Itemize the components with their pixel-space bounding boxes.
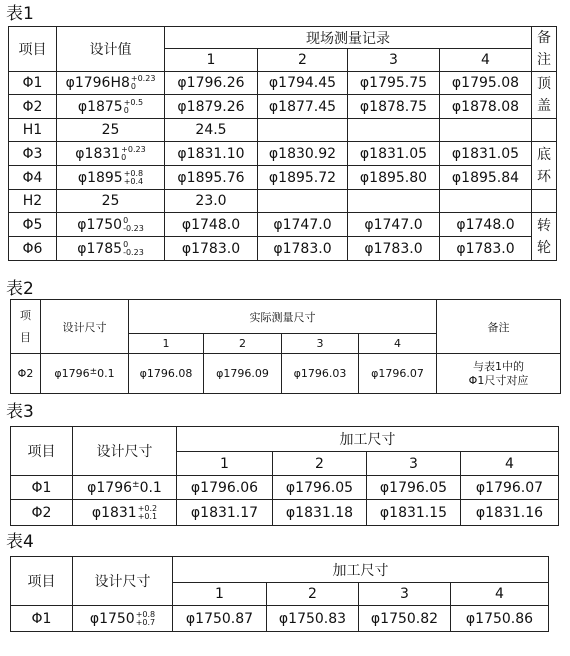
table3-cell-value: φ1831.18 — [273, 500, 367, 526]
table4-cell-value: φ1750.83 — [267, 606, 359, 632]
table4-col-3: 3 — [359, 583, 451, 606]
table2-col-3: 3 — [282, 334, 359, 354]
table1-note-empty — [532, 119, 557, 142]
table3 — [10, 426, 559, 526]
table1-cell-value: φ1747.0 — [348, 213, 440, 237]
table1-cell-value: φ1748.0 — [440, 213, 532, 237]
table3-row — [11, 476, 559, 500]
table1-cell-value: φ1877.45 — [258, 95, 348, 119]
table1-cell-design: 25 — [57, 190, 165, 213]
table1-cell-value: φ1878.75 — [348, 95, 440, 119]
table3-cell-item: Φ2 — [11, 500, 73, 526]
table3-cell-design: φ1796±0.1 — [73, 476, 177, 500]
table3-cell-value: φ1831.16 — [461, 500, 559, 526]
table2-cell-item: Φ2 — [11, 354, 41, 394]
table4-cell-value: φ1750.82 — [359, 606, 451, 632]
table1-cell-value: φ1830.92 — [258, 142, 348, 166]
table1-cell-value: φ1895.72 — [258, 166, 348, 190]
table1-cell-value: φ1895.76 — [165, 166, 258, 190]
table1-cell-value: φ1783.0 — [440, 237, 532, 261]
table3-caption: 表3 — [6, 402, 34, 422]
table1-cell-value: φ1783.0 — [165, 237, 258, 261]
table1-cell-value — [258, 190, 348, 213]
table3-col-3: 3 — [367, 452, 461, 476]
table4-header-measure: 加工尺寸 — [173, 557, 549, 583]
table3-header-item: 项目 — [11, 427, 73, 476]
table1-col-4: 4 — [440, 49, 532, 72]
table3-cell-value: φ1831.17 — [177, 500, 273, 526]
table1-cell-value: φ1795.08 — [440, 72, 532, 95]
table4 — [10, 556, 549, 632]
table1-cell-value: φ1831.05 — [440, 142, 532, 166]
table2-header-design: 设计尺寸 — [41, 300, 129, 354]
table1-note-top-cover: 顶 盖 — [532, 72, 557, 119]
table4-col-2: 2 — [267, 583, 359, 606]
table1-cell-value: φ1795.75 — [348, 72, 440, 95]
table4-caption: 表4 — [6, 532, 34, 552]
table1-col-1: 1 — [165, 49, 258, 72]
table2-cell-design: φ1796±0.1 — [41, 354, 129, 394]
table1-cell-design: φ1831 +0.23 0 — [57, 142, 165, 166]
table2-header-measure: 实际测量尺寸 — [129, 300, 437, 334]
table3-cell-value: φ1796.06 — [177, 476, 273, 500]
table1-header-design: 设计值 — [57, 27, 165, 72]
table1-row — [9, 95, 557, 119]
table1-cell-design: φ1785 0 -0.23 — [57, 237, 165, 261]
table1-cell-value: φ1879.26 — [165, 95, 258, 119]
table1-cell-item: Φ3 — [9, 142, 57, 166]
table1-cell-value: φ1878.08 — [440, 95, 532, 119]
table3-cell-value: φ1796.05 — [367, 476, 461, 500]
table1-row — [9, 166, 557, 190]
table3-cell-item: Φ1 — [11, 476, 73, 500]
table3-header-measure: 加工尺寸 — [177, 427, 559, 452]
table1-cell-value: φ1831.10 — [165, 142, 258, 166]
table3-header-design: 设计尺寸 — [73, 427, 177, 476]
table1-cell-value — [348, 190, 440, 213]
table2-cell-value: φ1796.09 — [204, 354, 282, 394]
table4-cell-design: φ1750 +0.8 +0.7 — [73, 606, 173, 632]
table2 — [10, 299, 561, 394]
table4-header-design: 设计尺寸 — [73, 557, 173, 606]
table1-note-bottom-ring: 底 环 — [532, 142, 557, 190]
table2-cell-value: φ1796.03 — [282, 354, 359, 394]
table2-col-1: 1 — [129, 334, 204, 354]
table1-cell-item: H1 — [9, 119, 57, 142]
table1-cell-item: Φ4 — [9, 166, 57, 190]
table1-cell-value: φ1794.45 — [258, 72, 348, 95]
table3-cell-value: φ1796.05 — [273, 476, 367, 500]
table3-cell-value: φ1796.07 — [461, 476, 559, 500]
table1-cell-value: φ1783.0 — [348, 237, 440, 261]
table2-cell-value: φ1796.08 — [129, 354, 204, 394]
table1-row — [9, 72, 557, 95]
table1-note-empty — [532, 190, 557, 213]
table2-col-4: 4 — [359, 334, 437, 354]
table3-col-1: 1 — [177, 452, 273, 476]
table3-col-4: 4 — [461, 452, 559, 476]
table1-cell-item: Φ1 — [9, 72, 57, 95]
table1-cell-item: Φ5 — [9, 213, 57, 237]
table1 — [8, 26, 557, 261]
table2-header-note: 备注 — [437, 300, 561, 354]
table1-cell-design: 25 — [57, 119, 165, 142]
table3-row — [11, 500, 559, 526]
table1-cell-value: 24.5 — [165, 119, 258, 142]
table1-cell-value: φ1783.0 — [258, 237, 348, 261]
table1-col-3: 3 — [348, 49, 440, 72]
table2-header-item: 项 目 — [11, 300, 41, 354]
table4-header-item: 项目 — [11, 557, 73, 606]
table1-cell-item: H2 — [9, 190, 57, 213]
table4-cell-item: Φ1 — [11, 606, 73, 632]
table1-cell-item: Φ2 — [9, 95, 57, 119]
table1-row — [9, 213, 557, 237]
table2-row — [11, 354, 561, 394]
table4-col-1: 1 — [173, 583, 267, 606]
table1-col-2: 2 — [258, 49, 348, 72]
table3-cell-design: φ1831 +0.2 +0.1 — [73, 500, 177, 526]
table2-col-2: 2 — [204, 334, 282, 354]
table1-cell-design: φ1750 0 -0.23 — [57, 213, 165, 237]
table1-row — [9, 190, 557, 213]
table4-row — [11, 606, 549, 632]
table3-cell-value: φ1831.15 — [367, 500, 461, 526]
table1-row — [9, 237, 557, 261]
table1-cell-value: φ1748.0 — [165, 213, 258, 237]
table1-caption: 表1 — [6, 4, 34, 24]
table1-note-runner: 转 轮 — [532, 213, 557, 261]
table4-col-4: 4 — [451, 583, 549, 606]
table4-cell-value: φ1750.86 — [451, 606, 549, 632]
table1-header-note: 备 注 — [532, 27, 557, 72]
table1-cell-value: φ1895.84 — [440, 166, 532, 190]
table1-cell-value: φ1895.80 — [348, 166, 440, 190]
table1-header-measure: 现场测量记录 — [165, 27, 532, 49]
table2-caption: 表2 — [6, 279, 34, 299]
table1-cell-value — [440, 190, 532, 213]
table1-cell-design: φ1875 +0.5 0 — [57, 95, 165, 119]
table1-cell-value: φ1796.26 — [165, 72, 258, 95]
table2-cell-value: φ1796.07 — [359, 354, 437, 394]
table1-cell-value — [440, 119, 532, 142]
table1-cell-value: φ1831.05 — [348, 142, 440, 166]
table1-cell-value: 23.0 — [165, 190, 258, 213]
table3-col-2: 2 — [273, 452, 367, 476]
table1-cell-design: φ1796H8 +0.23 0 — [57, 72, 165, 95]
table4-cell-value: φ1750.87 — [173, 606, 267, 632]
table1-cell-value — [258, 119, 348, 142]
table1-cell-design: φ1895 +0.8 +0.4 — [57, 166, 165, 190]
table1-header-item: 项目 — [9, 27, 57, 72]
table1-row — [9, 119, 557, 142]
table1-row — [9, 142, 557, 166]
table2-cell-note: 与表1中的 Φ1尺寸对应 — [437, 354, 561, 394]
table1-cell-value — [348, 119, 440, 142]
table1-cell-value: φ1747.0 — [258, 213, 348, 237]
table1-cell-item: Φ6 — [9, 237, 57, 261]
